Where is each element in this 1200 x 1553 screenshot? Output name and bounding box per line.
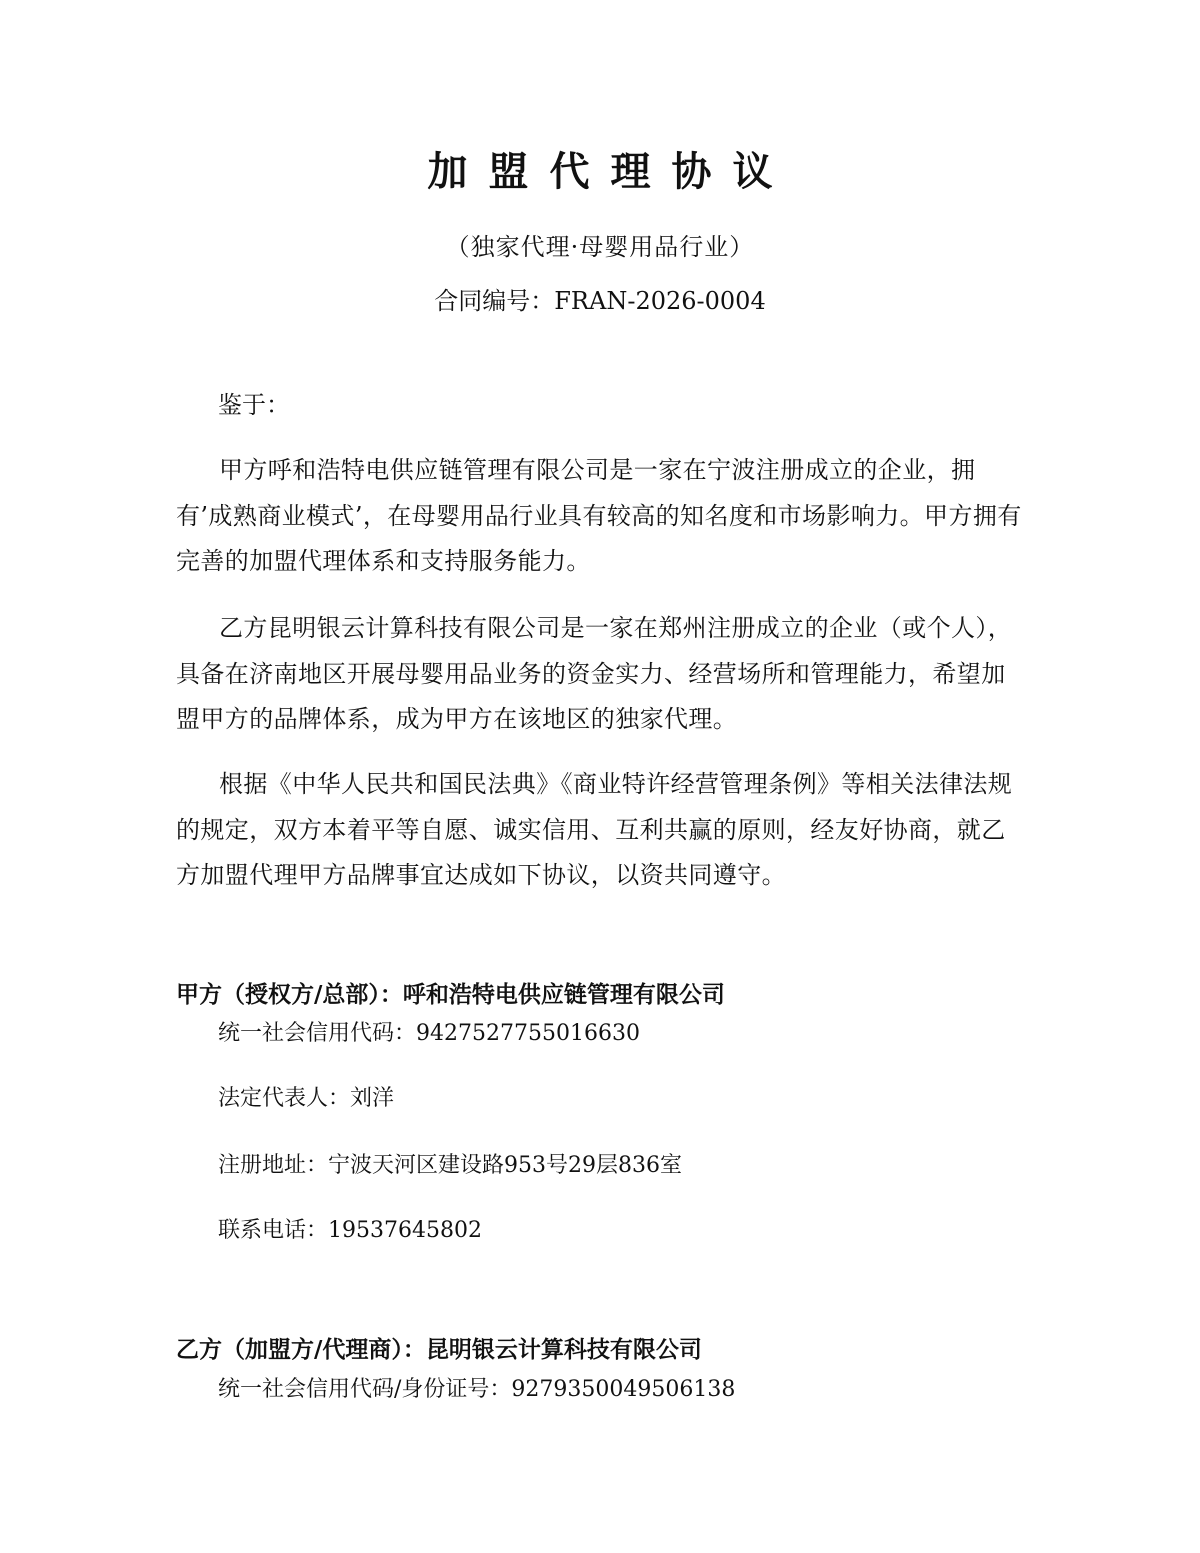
document-subtitle: （独家代理·母婴用品行业） — [445, 233, 755, 261]
party-a-phone: 联系电话：19537645802 — [218, 1218, 482, 1243]
party-b-heading: 乙方（加盟方/代理商）：昆明银云计算科技有限公司 — [176, 1337, 702, 1363]
whereas-label: 鉴于： — [218, 391, 290, 419]
preamble-paragraph-party-a: 甲方呼和浩特电供应链管理有限公司是一家在宁波注册成立的企业，拥有’成熟商业模式’，在母婴用品行业具有较高的知名度和市场影响力。甲方拥有完善的加盟代理体系和支持服务能力。 — [176, 456, 1022, 575]
contract-number: 合同编号：FRAN-2026-0004 — [434, 287, 766, 315]
party-b-credit-code: 统一社会信用代码/身份证号：9279350049506138 — [218, 1377, 736, 1402]
party-a-credit-code: 统一社会信用代码：9427527755016630 — [218, 1021, 640, 1046]
party-a-registered-address: 注册地址：宁波天河区建设路953号29层836室 — [218, 1153, 682, 1178]
party-a-heading: 甲方（授权方/总部）：呼和浩特电供应链管理有限公司 — [176, 982, 725, 1008]
document-title: 加盟代理协议 — [427, 149, 794, 195]
preamble-paragraph-party-b: 乙方昆明银云计算科技有限公司是一家在郑州注册成立的企业（或个人），具备在济南地区开展母婴用品业务的资金实力、经营场所和管理能力，希望加盟甲方的品牌体系，成为甲方在该地区的独家代理。 — [176, 614, 1013, 733]
preamble-paragraph-legal-basis: 根据《中华人民共和国民法典》《商业特许经营管理条例》等相关法律法规的规定，双方本着平等自愿、诚实信用、互利共赢的原则，经友好协商，就乙方加盟代理甲方品牌事宜达成如下协议，以资共同遵守。 — [176, 770, 1013, 889]
party-a-legal-representative: 法定代表人：刘洋 — [218, 1086, 395, 1111]
